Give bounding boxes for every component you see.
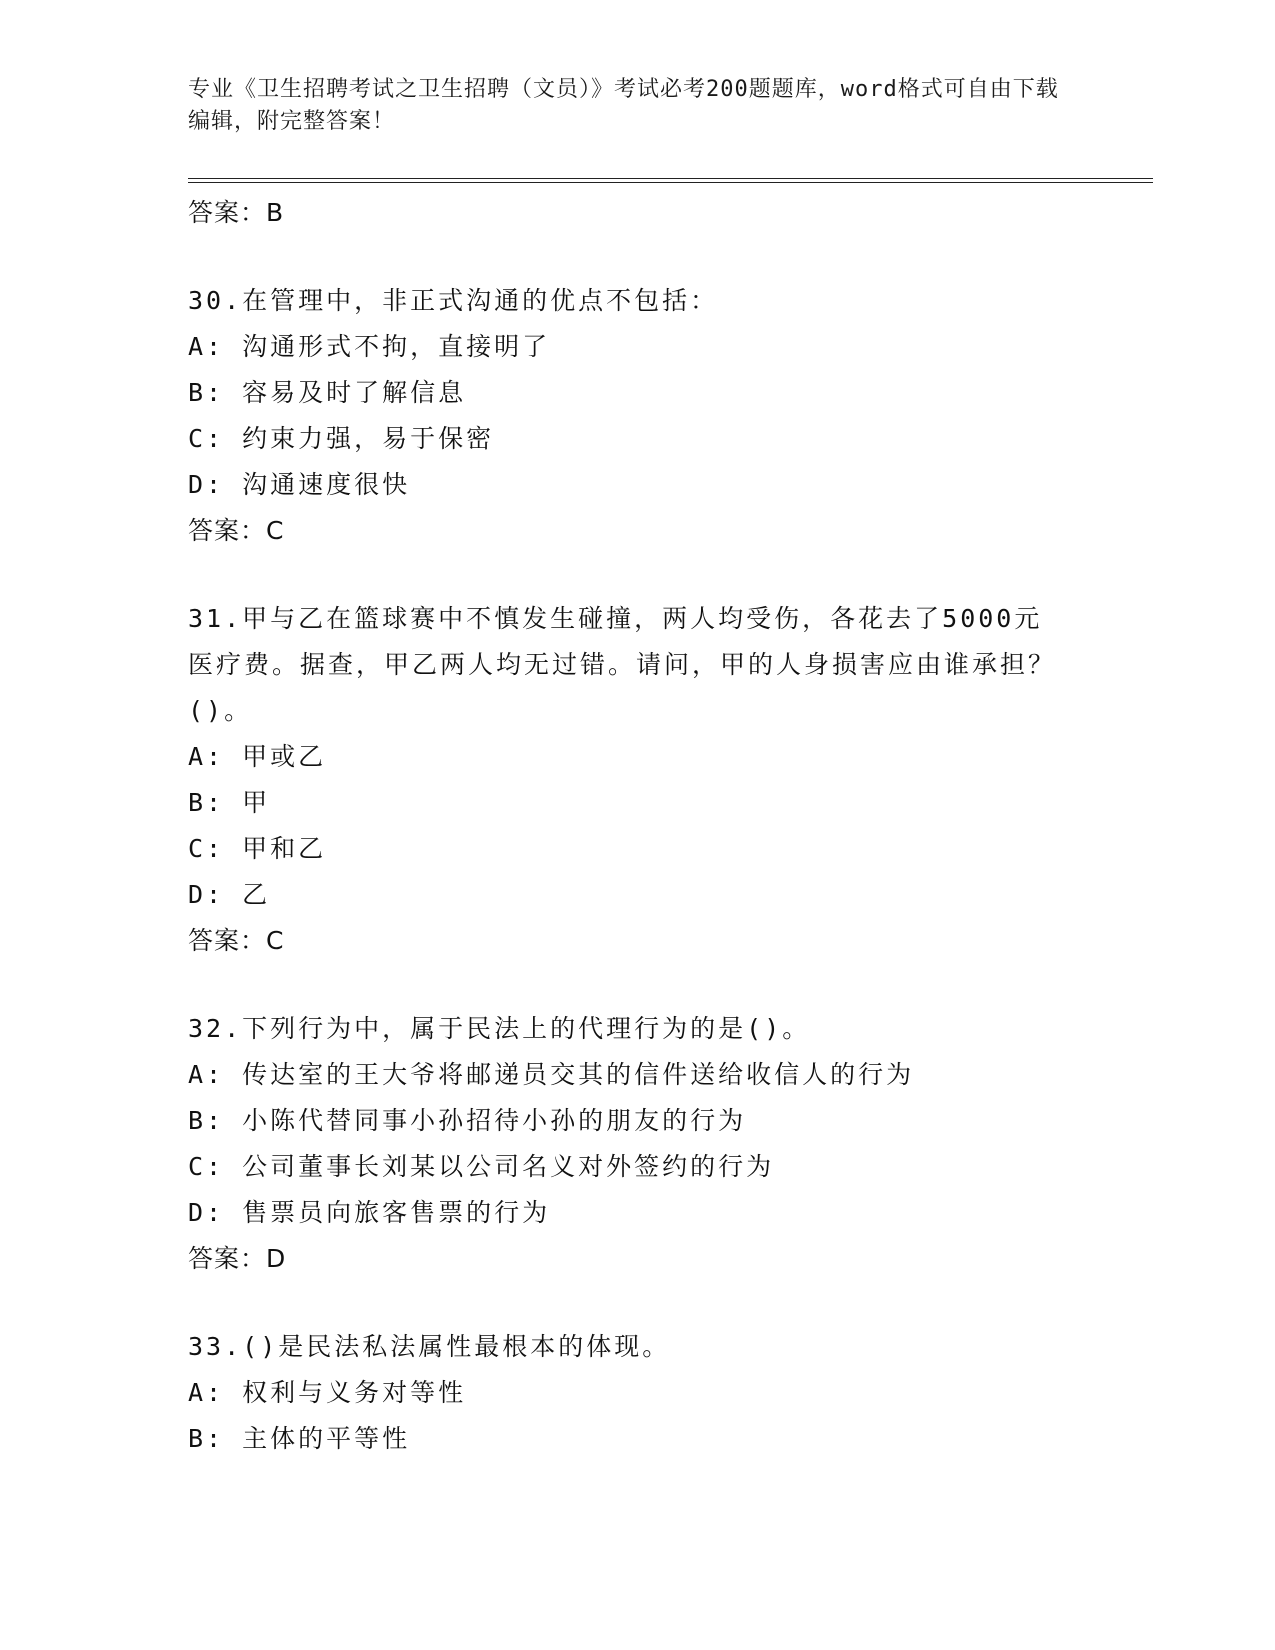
question-stem: 33.()是民法私法属性最根本的体现。 — [188, 1332, 671, 1361]
option-d: D: 乙 — [188, 880, 271, 909]
option-c: C: 甲和乙 — [188, 834, 327, 863]
option-a: A: 传达室的王大爷将邮递员交其的信件送给收信人的行为 — [188, 1060, 915, 1089]
option-c: C: 公司董事长刘某以公司名义对外签约的行为 — [188, 1152, 775, 1181]
question-30 — [188, 278, 1068, 554]
question-31 — [188, 596, 1068, 964]
option-a: A: 沟通形式不拘，直接明了 — [188, 332, 551, 361]
question-list — [188, 190, 1068, 1462]
option-d: D: 沟通速度很快 — [188, 470, 411, 499]
header-divider — [188, 178, 1153, 183]
question-stem: 30.在管理中，非正式沟通的优点不包括： — [188, 286, 719, 315]
option-d: D: 售票员向旅客售票的行为 — [188, 1198, 551, 1227]
answer-line: 答案：B — [188, 198, 285, 227]
option-b: B: 主体的平等性 — [188, 1424, 411, 1453]
option-b: B: 容易及时了解信息 — [188, 378, 467, 407]
option-b: B: 小陈代替同事小孙招待小孙的朋友的行为 — [188, 1106, 747, 1135]
option-c: C: 约束力强，易于保密 — [188, 424, 495, 453]
answer-line: 答案：D — [188, 1244, 287, 1273]
option-b: B: 甲 — [188, 788, 271, 817]
question-32 — [188, 1006, 1068, 1282]
option-a: A: 甲或乙 — [188, 742, 327, 771]
question-stem: 31.甲与乙在篮球赛中不慎发生碰撞，两人均受伤，各花去了5000元医疗费。据查，甲乙两人均无过错。请问，甲的人身损害应由谁承担？()。 — [188, 604, 1057, 725]
document-header: 专业《卫生招聘考试之卫生招聘（文员）》考试必考200题题库，word格式可自由下载编辑，附完整答案！ — [188, 77, 1059, 134]
question-stem: 32.下列行为中，属于民法上的代理行为的是()。 — [188, 1014, 811, 1043]
question-33 — [188, 1324, 1068, 1462]
option-a: A: 权利与义务对等性 — [188, 1378, 467, 1407]
answer-line: 答案：C — [188, 516, 285, 545]
answer-line: 答案：C — [188, 926, 285, 955]
